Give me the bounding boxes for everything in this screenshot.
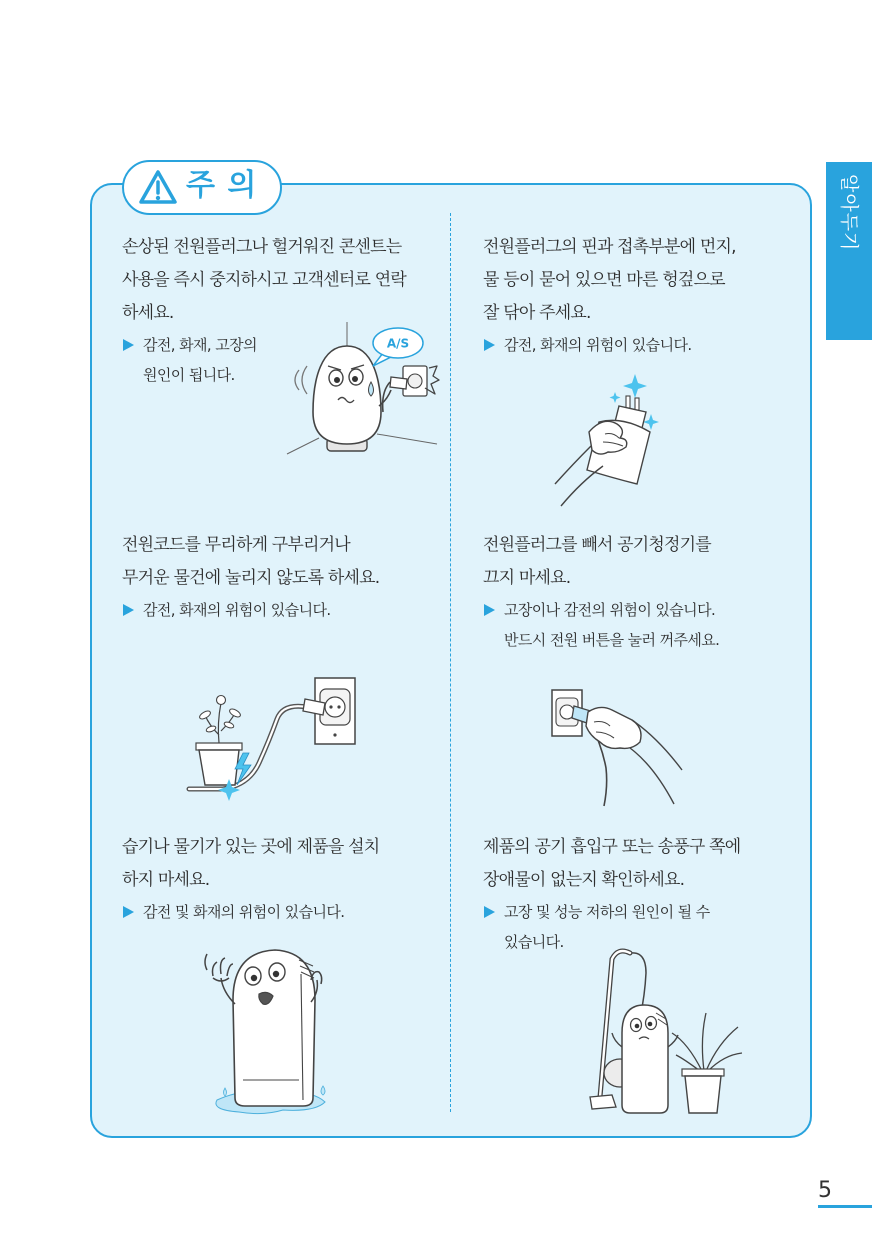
caution-text-line: 전원플러그를 빼서 공기청정기를 <box>483 535 711 555</box>
caution-item-blocked-vents <box>483 831 803 957</box>
consequence-line: 감전, 화재의 위험이 있습니다. <box>143 601 331 619</box>
right-pupil <box>352 376 358 382</box>
left-pupil <box>251 975 257 981</box>
pot-body <box>199 750 239 785</box>
sparkle-icon <box>623 374 647 398</box>
pot-rim <box>196 743 242 750</box>
hand <box>586 707 641 748</box>
illustration-cord-under-weight <box>183 675 358 803</box>
plant-leaves <box>672 1013 742 1071</box>
caution-text-line: 전원플러그의 핀과 접촉부분에 먼지, <box>483 237 736 257</box>
pot-rim <box>682 1069 724 1076</box>
consequence-line: 원인이 됩니다. <box>143 366 235 384</box>
plug-cord <box>383 382 390 412</box>
motion-line <box>205 954 207 970</box>
column-divider <box>450 213 451 1112</box>
potted-plant <box>672 1013 742 1113</box>
purifier-character <box>233 950 315 1106</box>
caution-item-dusty-plug <box>483 231 803 360</box>
warning-dot <box>156 196 160 200</box>
speech-bubble-label: A/S <box>386 336 410 351</box>
caution-text-line: 습기나 물기가 있는 곳에 제품을 설치 <box>122 837 380 857</box>
caution-text-line: 장애물이 없는지 확인하세요. <box>483 870 685 890</box>
caution-consequence <box>483 595 803 655</box>
hand-shape <box>586 707 641 748</box>
waving-hand <box>213 958 234 981</box>
motion-lines <box>295 366 307 394</box>
leaf <box>223 721 234 729</box>
motion-line <box>302 366 307 394</box>
consequence-line: 반드시 전원 버튼을 눌러 꺼주세요. <box>504 631 720 649</box>
side-tab <box>826 162 872 340</box>
pot-body <box>685 1076 721 1113</box>
bullet-arrow-icon <box>484 906 495 918</box>
sleeve-line <box>555 446 591 484</box>
caution-text-line: 사용을 즉시 중지하시고 고객센터로 연락 <box>122 270 406 290</box>
caution-text-line: 하지 마세요. <box>122 870 210 890</box>
flower <box>217 696 226 705</box>
water-drop <box>321 1086 325 1095</box>
caution-text-line: 전원코드를 무리하게 구부리거나 <box>122 535 350 555</box>
page-number-underline <box>818 1205 872 1208</box>
caution-text-line: 제품의 공기 흡입구 또는 송풍구 쪽에 <box>483 837 741 857</box>
consequence-line: 고장이나 감전의 위험이 있습니다. <box>504 601 716 619</box>
caution-item-bent-cord <box>122 529 442 625</box>
plug-head <box>390 377 407 389</box>
caution-text-line: 잘 닦아 주세요. <box>483 303 591 323</box>
floor-line <box>377 434 437 444</box>
plug-pin <box>635 398 639 410</box>
leaf <box>205 725 216 733</box>
bullet-arrow-icon <box>123 604 134 616</box>
caution-badge <box>122 160 282 215</box>
consequence-line: 고장 및 성능 저하의 원인이 될 수 <box>504 903 710 921</box>
illustration-blocked-vents <box>588 943 746 1118</box>
illustration-wiping-plug <box>553 372 668 507</box>
caution-consequence <box>122 595 442 625</box>
caution-item-unplug-to-turn-off <box>483 529 803 655</box>
sparkle-icon <box>610 392 621 403</box>
consequence-line: 감전, 화재의 위험이 있습니다. <box>504 336 692 354</box>
side-tab-label: 알아두기 <box>838 174 860 252</box>
leaf <box>228 707 241 718</box>
socket-hole <box>337 705 340 708</box>
consequence-line: 있습니다. <box>504 933 564 951</box>
floor-line <box>287 438 319 454</box>
caution-text-line: 물 등이 묻어 있으면 마른 헝겊으로 <box>483 270 725 290</box>
vacuum-nozzle <box>590 1095 616 1109</box>
outlet-socket <box>408 374 422 388</box>
sleeve-line <box>630 748 674 804</box>
left-pupil <box>635 1024 640 1029</box>
caution-text-line: 하세요. <box>122 303 174 323</box>
bullet-arrow-icon <box>484 604 495 616</box>
illustration-pulling-plug <box>548 686 686 810</box>
illustration-damaged-outlet <box>285 322 440 457</box>
waving-arm <box>205 954 235 1004</box>
caution-text-line: 무거운 물건에 눌리지 않도록 하세요. <box>122 568 380 588</box>
plate-screw <box>333 733 336 736</box>
motion-line <box>295 370 299 390</box>
caution-consequence <box>122 897 442 927</box>
potted-plant <box>196 696 242 786</box>
socket-hole <box>329 705 332 708</box>
page-number: 5 <box>818 1178 832 1203</box>
illustration-water-puddle <box>203 940 333 1118</box>
water-drop <box>224 1088 227 1096</box>
speech-bubble <box>373 328 423 366</box>
purifier-character <box>612 1005 678 1113</box>
bullet-arrow-icon <box>123 339 134 351</box>
left-pupil <box>334 377 340 383</box>
bullet-arrow-icon <box>123 906 134 918</box>
right-pupil <box>648 1022 653 1027</box>
caution-title: 주 의 <box>186 168 258 203</box>
warning-icon <box>138 169 178 205</box>
consequence-line: 감전, 화재, 고장의 <box>143 336 257 354</box>
caution-consequence <box>483 330 803 360</box>
bullet-arrow-icon <box>484 339 495 351</box>
caution-text-line: 손상된 전원플러그나 헐거워진 콘센트는 <box>122 237 402 257</box>
plug-pin <box>626 396 630 408</box>
consequence-line: 감전 및 화재의 위험이 있습니다. <box>143 903 345 921</box>
right-pupil <box>273 971 279 977</box>
caution-item-moisture <box>122 831 442 927</box>
outlet-socket <box>325 697 345 717</box>
leaf <box>198 709 211 720</box>
caution-text-line: 끄지 마세요. <box>483 568 571 588</box>
